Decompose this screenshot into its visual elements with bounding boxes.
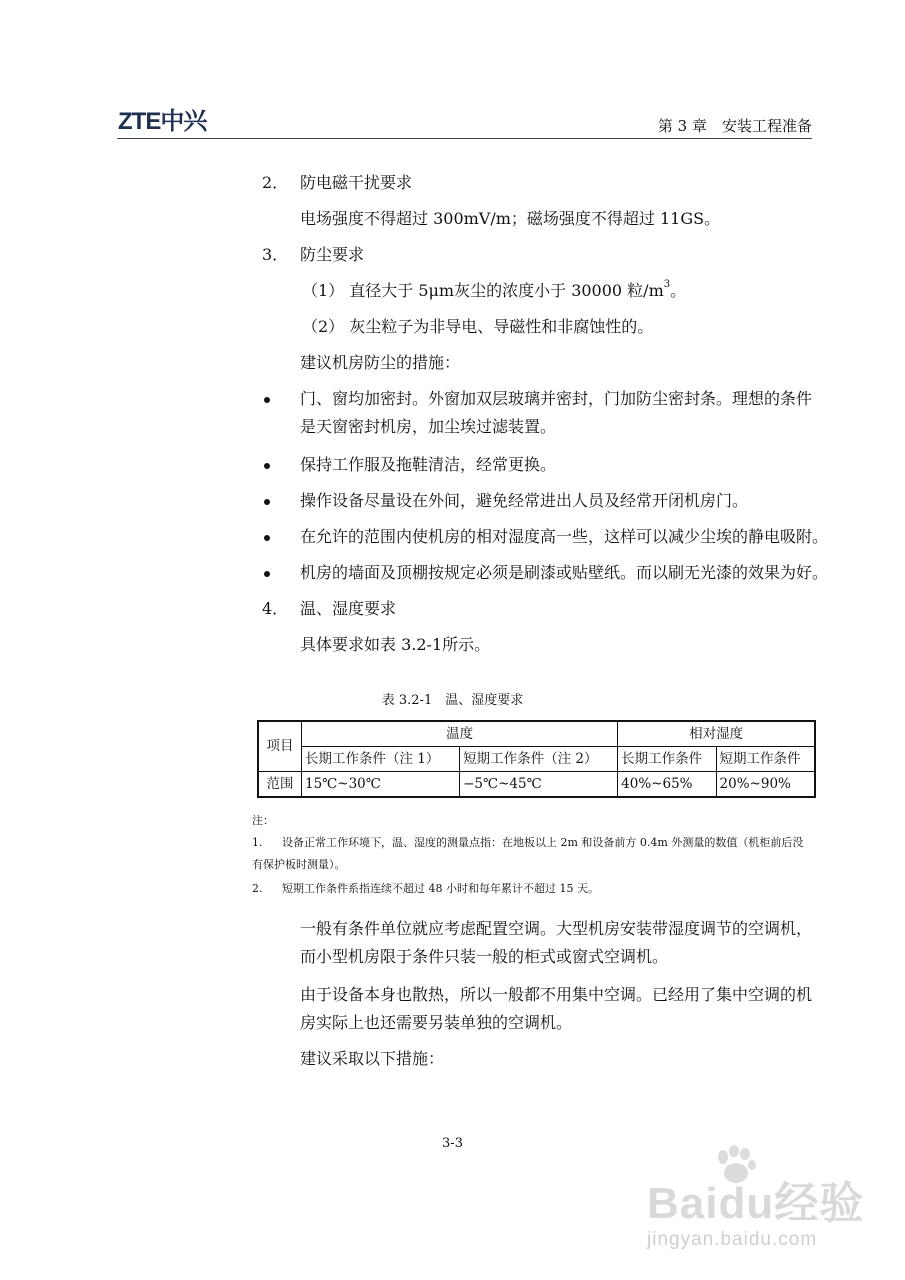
bullet-item: 操作设备尽量设在外间，避免经常进出人员及经常开闭机房门。 xyxy=(300,491,749,510)
temperature-humidity-table xyxy=(257,720,816,798)
table-header-cell: 相对湿度 xyxy=(618,721,815,747)
table-header-cell: 温度 xyxy=(302,721,618,747)
section-2-number: 2． xyxy=(262,173,289,192)
table-cell: 20%~90% xyxy=(716,771,815,797)
section-3-item-1: （1） 直径大于 5μm灰尘的浓度小于 30000 粒$/m^3$。 xyxy=(302,279,687,300)
page-number: 3-3 xyxy=(442,1136,463,1151)
note-2-text: 短期工作条件系指连续不超过 48 小时和每年累计不超过 15 天。 xyxy=(282,882,599,895)
bullet-item: 在允许的范围内使机房的相对湿度高一些，这样可以减少尘埃的静电吸附。 xyxy=(300,527,829,546)
table-cell: −5℃~45℃ xyxy=(460,771,618,797)
section-3-number: 3． xyxy=(262,245,289,264)
watermark-url: jingyan.baidu.com xyxy=(647,1229,818,1250)
bullet-dot xyxy=(264,499,270,505)
section-2-title: 防电磁干扰要求 xyxy=(300,173,413,192)
bullet-item: 门、窗均加密封。外窗加双层玻璃并密封，门加防尘密封条。理想的条件 xyxy=(300,389,813,408)
note-1-text-continued: 有保护板时测量）。 xyxy=(252,858,346,871)
bullet-dot xyxy=(264,397,270,403)
paragraph: 一般有条件单位就应考虑配置空调。大型机房安装带湿度调节的空调机， xyxy=(300,919,813,938)
bullet-dot xyxy=(264,571,270,577)
notes-label: 注： xyxy=(252,814,274,827)
bullet-dot xyxy=(264,535,270,541)
table-cell: 15℃~30℃ xyxy=(302,771,460,797)
table-cell: 40%~65% xyxy=(618,771,716,797)
section-4-body: 具体要求如表 3.2-1所示。 xyxy=(300,635,491,654)
table-header-cell: 项目 xyxy=(258,721,302,771)
section-4-title: 温、湿度要求 xyxy=(300,599,397,618)
note-1-text: 设备正常工作环境下，温、湿度的测量点指：在地板以上 2m 和设备前方 0.4m 外测量的数值（机柜前后没 xyxy=(282,836,804,849)
note-2-number: 2. xyxy=(252,882,263,895)
table-caption: 表 3.2-1 温、湿度要求 xyxy=(381,693,524,708)
table-subheader-row xyxy=(258,747,815,772)
table-header-row xyxy=(258,721,815,747)
header-divider xyxy=(117,138,812,139)
table-row xyxy=(258,771,815,797)
table-subheader-cell: 长期工作条件（注 1） xyxy=(302,747,460,772)
note-1-number: 1. xyxy=(252,836,263,849)
table-subheader-cell: 短期工作条件 xyxy=(716,747,815,772)
paragraph: 由于设备本身也散热，所以一般都不用集中空调。已经用了集中空调的机 xyxy=(300,985,813,1004)
section-2-body: 电场强度不得超过 300mV/m；磁场强度不得超过 11GS。 xyxy=(300,209,721,228)
baidu-watermark xyxy=(645,1145,875,1265)
zte-logo: ZTE中兴 xyxy=(118,108,207,135)
bullet-item-continued: 是天窗密封机房，加尘埃过滤装置。 xyxy=(300,417,557,436)
paragraph-continued: 而小型机房限于条件只装一般的柜式或窗式空调机。 xyxy=(300,947,669,966)
table-cell: 范围 xyxy=(258,771,302,797)
section-4-number: 4． xyxy=(262,599,289,618)
section-3-title: 防尘要求 xyxy=(300,245,365,264)
table-subheader-cell: 短期工作条件（注 2） xyxy=(460,747,618,772)
chapter-title: 第 3 章 安装工程准备 xyxy=(657,117,812,135)
paragraph-continued: 房实际上也还需要另装单独的空调机。 xyxy=(300,1013,573,1032)
dust-measures-intro: 建议机房防尘的措施： xyxy=(300,353,461,372)
bullet-item: 保持工作服及拖鞋清洁，经常更换。 xyxy=(300,455,557,474)
table-subheader-cell: 长期工作条件 xyxy=(618,747,716,772)
paragraph: 建议采取以下措施： xyxy=(300,1049,445,1068)
section-3-item-2: （2） 灰尘粒子为非导电、导磁性和非腐蚀性的。 xyxy=(302,317,654,336)
watermark-brand: Baidu经验 xyxy=(647,1179,865,1228)
bullet-item: 机房的墙面及顶棚按规定必须是刷漆或贴壁纸。而以刷无光漆的效果为好。 xyxy=(300,563,829,582)
bullet-dot xyxy=(264,463,270,469)
